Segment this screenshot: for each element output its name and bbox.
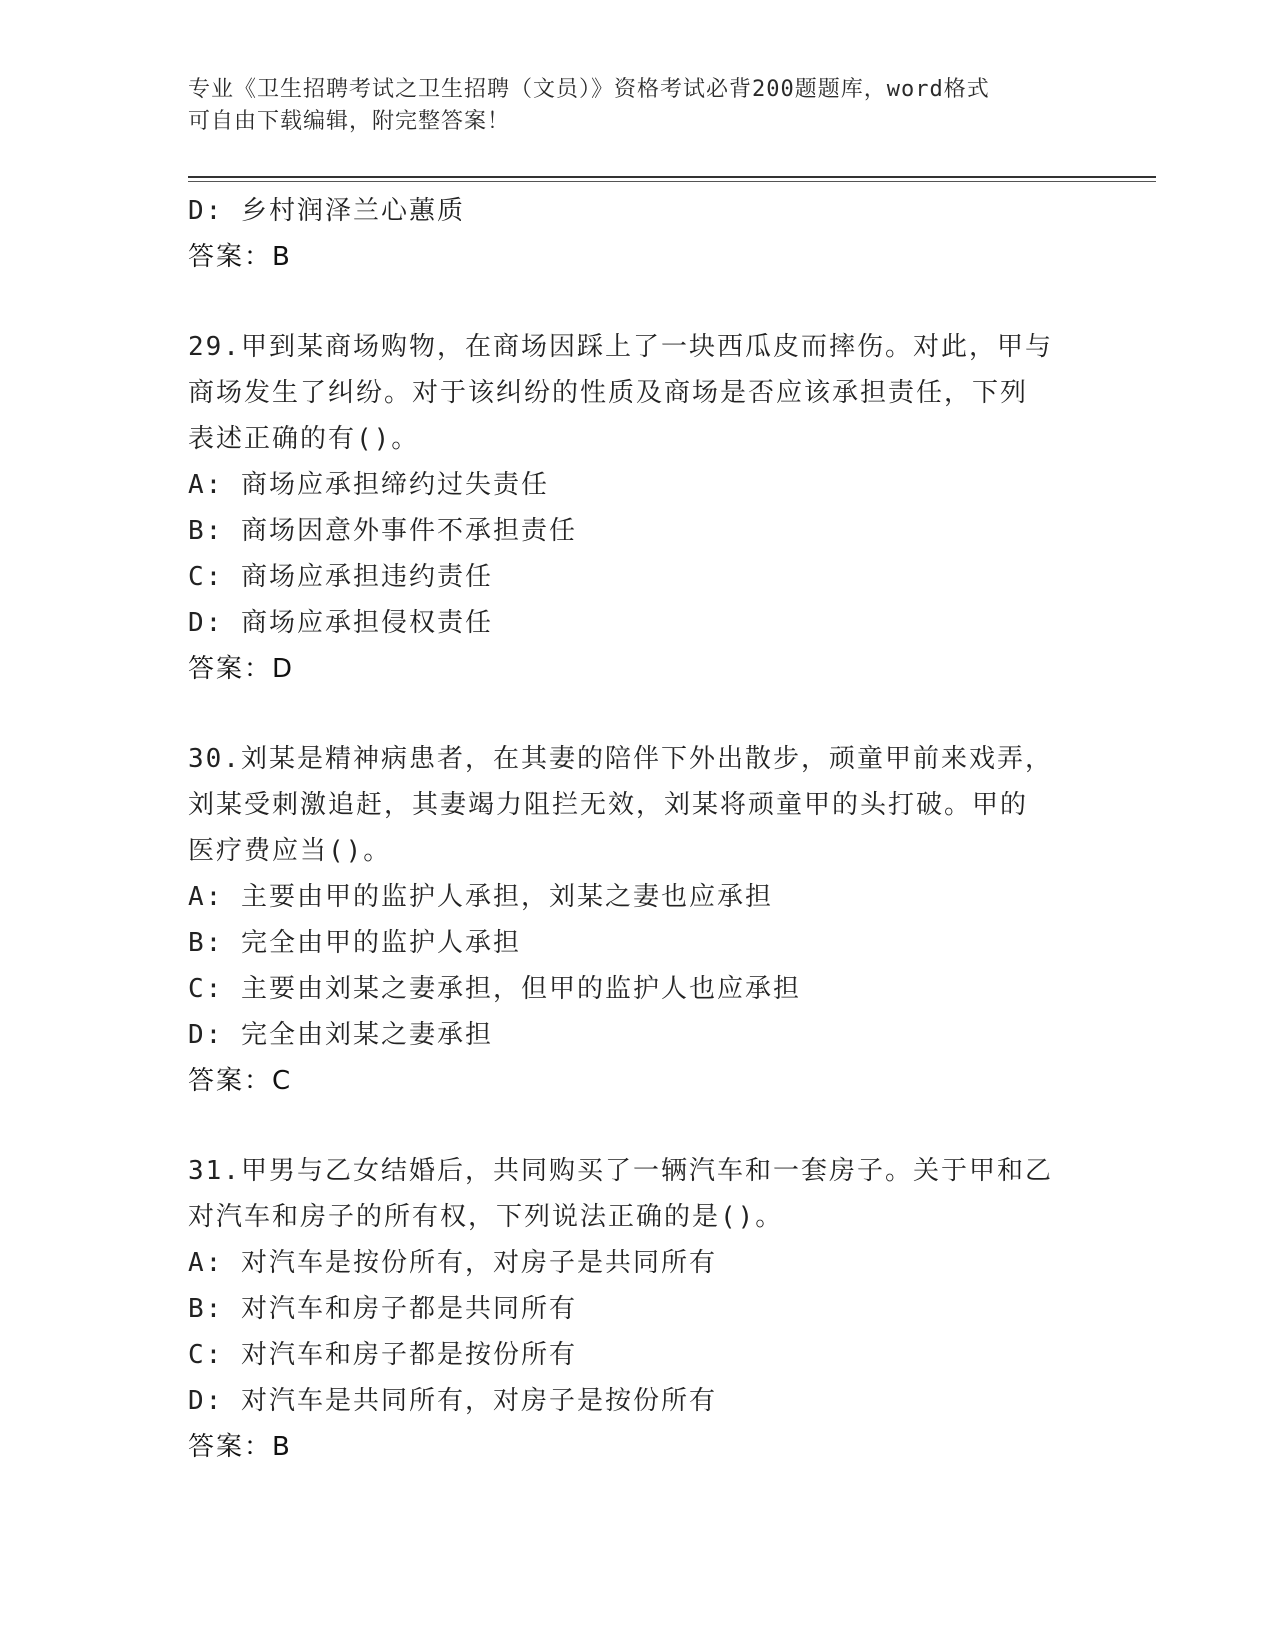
option-d: D: 商场应承担侵权责任: [188, 608, 493, 638]
question-31: [188, 1148, 1088, 1470]
option-b: B: 完全由甲的监护人承担: [188, 928, 521, 958]
option-b: B: 商场因意外事件不承担责任: [188, 516, 577, 546]
header-title-line-2: 可自由下载编辑，附完整答案！: [188, 109, 511, 134]
question-stem-line: 医疗费应当()。: [188, 836, 392, 866]
question-stem-line: 29.甲到某商场购物，在商场因踩上了一块西瓜皮而摔伤。对此，甲与: [188, 332, 1053, 362]
header-divider-thin: [188, 181, 1156, 182]
question-stem-line: 表述正确的有()。: [188, 424, 420, 454]
question-28-tail: [188, 188, 1088, 280]
question-stem-line: 商场发生了纠纷。对于该纠纷的性质及商场是否应该承担责任，下列: [188, 378, 1029, 408]
option-d: D: 对汽车是共同所有，对房子是按份所有: [188, 1386, 717, 1416]
question-stem-line: 30.刘某是精神病患者，在其妻的陪伴下外出散步，顽童甲前来戏弄，: [188, 744, 1053, 774]
header-divider-thick: [188, 176, 1156, 178]
option-a: A: 对汽车是按份所有，对房子是共同所有: [188, 1248, 717, 1278]
option-d: D: 完全由刘某之妻承担: [188, 1020, 493, 1050]
question-29: [188, 324, 1088, 692]
answer-line: 答案：C: [188, 1066, 293, 1096]
option-c: C: 对汽车和房子都是按份所有: [188, 1340, 577, 1370]
question-list: [188, 188, 1088, 1470]
option-b: B: 对汽车和房子都是共同所有: [188, 1294, 577, 1324]
answer-line: 答案：B: [188, 1432, 292, 1462]
question-spacer: [188, 692, 1088, 736]
question-30: [188, 736, 1088, 1104]
question-stem-line: 刘某受刺激追赶，其妻竭力阻拦无效，刘某将顽童甲的头打破。甲的: [188, 790, 1029, 820]
page-header: [188, 74, 1068, 138]
question-spacer: [188, 280, 1088, 324]
option-d: D: 乡村润泽兰心蕙质: [188, 196, 465, 226]
option-a: A: 主要由甲的监护人承担，刘某之妻也应承担: [188, 882, 773, 912]
question-stem-line: 对汽车和房子的所有权，下列说法正确的是()。: [188, 1202, 784, 1232]
option-a: A: 商场应承担缔约过失责任: [188, 470, 549, 500]
option-c: C: 主要由刘某之妻承担，但甲的监护人也应承担: [188, 974, 801, 1004]
option-c: C: 商场应承担违约责任: [188, 562, 493, 592]
question-spacer: [188, 1104, 1088, 1148]
header-title-line-1: 专业《卫生招聘考试之卫生招聘（文员）》资格考试必背200题题库，word格式: [188, 77, 990, 102]
answer-line: 答案：D: [188, 654, 295, 684]
answer-line: 答案：B: [188, 242, 292, 272]
question-stem-line: 31.甲男与乙女结婚后，共同购买了一辆汽车和一套房子。关于甲和乙: [188, 1156, 1053, 1186]
